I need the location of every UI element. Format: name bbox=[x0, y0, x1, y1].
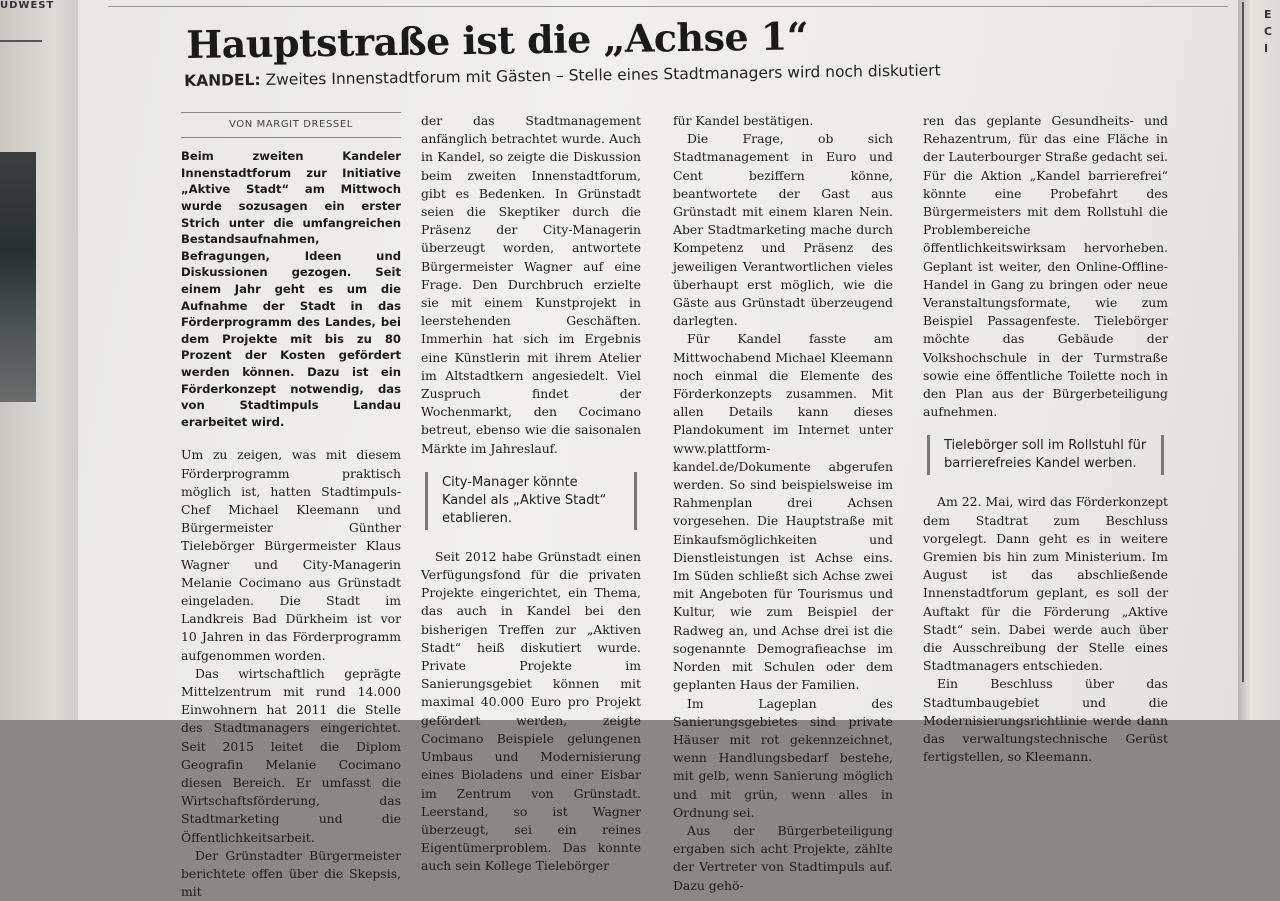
body-paragraph: Die Frage, ob sich Stadtmanagement in Euro und Cent beziffern könne, beantwortete der Gast aus Grünstadt mit einem klaren Nein. Aber Stadtmarketing mache durch Kompetenz und Präsenz des jeweiligen Verantwortlichen vieles überhaupt erst möglich, wie die Gäste aus Grünstadt überzeugend darlegten. bbox=[673, 131, 893, 329]
article-column-4 bbox=[923, 112, 1213, 765]
body-paragraph: Das wirtschaftlich geprägte Mittelzentrum mit rund 14.000 Einwohnern hat 2011 die Stelle des Stadtmanagers eingerichtet. Seit 2015 leitet die Diplom Geografin Melanie Cocimano diesen Bereich. Er umfasst die Wirtschaftsförderung, das Stadtmarketing und die Öffentlichkeitsarbeit. bbox=[181, 665, 401, 845]
body-paragraph: Um zu zeigen, was mit diesem Förderprogramm praktisch möglich ist, hatten Stadtimpuls-Chef Michael Kleemann und Bürgermeister Günther Tielebörger Bürgermeister Klaus Wagner und City-Managerin Melanie Cocimano aus Grünstadt eingeladen. Die Stadt im Landkreis Bad Dürkheim ist vor 10 Jahren in das Förderprogramm aufgenommen worden. bbox=[181, 447, 401, 663]
body-paragraph: Der Grünstadter Bürgermeister berichtete offen über die Skepsis, mit bbox=[181, 847, 401, 900]
body-paragraph: ren das geplante Gesundheits- und Rehazentrum, für das eine Fläche in der Lauterbourger Straße gedacht sei. Für die Aktion „Kandel barrierefrei“ könnte eine Probefahrt des Bürgermeisters mit dem Rollstuhl die Problembereiche öffentlichkeitswirksam hervorheben. Geplant ist weiter, den Online-Offline-Handel in Gang zu bringen oder neue Veranstaltungsformate, wie zum Beispiel Passagenfeste. Tielebörger möchte das Gebäude der Volkshochschule in der Turmstraße sowie eine öffentliche Toilette noch in den Plan aus der Bürgerbeteiligung aufnehmen. bbox=[923, 113, 1168, 420]
body-paragraph: Ein Beschluss über das Stadtumbaugebiet und die Modernisierungsrichtlinie werde dann das verwaltungstechnische Gerüst fertigstellen, so Kleemann. bbox=[923, 676, 1168, 765]
body-paragraph: Seit 2012 habe Grünstadt einen Verfügungsfond für die privaten Projekte eingerichtet, ein Thema, das auch in Kandel bei den bisherigen Treffen zur „Aktiven Stadt“ heiß diskutiert wurde. Private Projekte im Sanierungsgebiet können mit maximal 40.000 Euro pro Projekt gefördert werden, zeigte Cocimano Beispiele gelungenen Umbaus und Modernisierung eines Bioladens und einer Eisbar im Zentrum von Grünstadt. Leerstand, so ist Wagner überzeugt, sei ein reines Eigentümerproblem. Das konnte auch sein Kollege Tielebörger bbox=[421, 548, 641, 874]
adjacent-page-right bbox=[1238, 0, 1280, 720]
headline: Hauptstraße ist die „Achse 1“ bbox=[186, 13, 809, 67]
body-paragraph: der das Stadtmanagement anfänglich betrachtet wurde. Auch in Kandel, so zeigte die Diskussion beim zweiten Innenstadtforum, gibt es Bedenken. In Grünstadt seien die Skeptiker durch die Präsenz der City-Managerin überzeugt worden, antwortete Bürgermeister Wagner auf eine Frage. Den Durchbruch erzielte sie mit einem Kunstprojekt in leerstehenden Geschäften. Immerhin hat sich im Ergebnis eine Künstlerin mit ihrem Atelier im Altstadtkern angesiedelt. Viel Zuspruch findet der Wochenmarkt, den Cocimano betreut, ebenso wie die saisonalen Märkte im Jahreslauf. bbox=[421, 113, 641, 456]
article-column-3 bbox=[673, 112, 893, 893]
column-4-inner bbox=[923, 112, 1168, 767]
body-paragraph: Für Kandel fasste am Mittwochabend Michael Kleemann noch einmal die Elemente des Förderkonzepts zusammen. Mit allen Details kann dieses Plandokument im Internet unter www.plattform-kandel.de/Dokumente abgerufen werden. So sind beispielsweise im Rahmenplan drei Achsen vorgesehen. Die Hauptstraße mit Einkaufsmöglichkeiten und Dienstleistungen ist Achse eins. Im Süden schließt sich Achse zwei mit Angeboten für Tourismus und Kultur, wie zum Beispiel der Radweg an, und Achse drei ist die sogenannte Demografieachse im Norden mit Schulen oder dem geplanten Haus der Familien. bbox=[673, 331, 893, 693]
body-paragraph: Aus der Bürgerbeteiligung ergaben sich acht Projekte, zählte der Vertreter von Stadtimpuls auf. Dazu gehö- bbox=[673, 822, 893, 893]
body-paragraph: Am 22. Mai, wird das Förderkonzept dem Stadtrat zum Beschluss vorgelegt. Dann geht es in weitere Gremien bis hin zum Ministerium. Im August ist das abschließende Innenstadtforum geplant, es soll der Auftakt für die Förderung „Aktive Stadt“ sein. Dabei werde auch über die Ausschreibung der Stelle eines Stadtmanagers entschieden. bbox=[923, 494, 1168, 674]
adjacent-page-label: ÜDWEST bbox=[0, 0, 55, 11]
byline: VON MARGIT DRESSEL bbox=[181, 112, 401, 138]
adjacent-page-rule bbox=[0, 40, 42, 42]
pull-quote: City-Manager könnte Kandel als „Aktive Stadt“ etablieren. bbox=[425, 472, 637, 530]
newspaper-page bbox=[78, 0, 1238, 900]
adjacent-page-letters: E C I bbox=[1264, 8, 1273, 55]
pull-quote: Tielebörger soll im Rollstuhl für barrierefreies Kandel werben. bbox=[927, 435, 1164, 475]
adjacent-page-left bbox=[0, 0, 78, 720]
subheadline-text: Zweites Innenstadtforum mit Gästen – Stelle eines Stadtmanagers wird noch diskutiert bbox=[260, 61, 941, 89]
article-column-1 bbox=[181, 112, 401, 900]
top-rule bbox=[108, 6, 1228, 7]
article-column-2 bbox=[421, 112, 641, 874]
lead-paragraph: Beim zweiten Kandeler Innenstadtforum zur Initiative „Aktive Stadt“ am Mittwoch wurde sozusagen ein erster Strich unter die umfangreichen Bestandsaufnahmen, Befragungen, Ideen und Diskussionen gezogen. Seit einem Jahr geht es um die Aufnahme der Stadt in das Förderprogramm des Landes, bei dem Projekte mit bis zu 80 Prozent der Kosten gefördert werden können. Dazu ist ein Förderkonzept notwendig, das von Stadtimpuls Landau erarbeitet wird. bbox=[181, 149, 401, 429]
adjacent-page-rule bbox=[1242, 2, 1244, 682]
body-paragraph: Im Lageplan des Sanierungsgebietes sind private Häuser mit rot gekennzeichnet, wenn Handlungsbedarf bestehe, mit gelb, wenn Sanierung möglich und mit grün, wenn alles in Ordnung sei. bbox=[673, 695, 893, 820]
adjacent-page-photo bbox=[0, 152, 36, 402]
body-paragraph: für Kandel bestätigen. bbox=[673, 113, 814, 128]
subheadline bbox=[184, 61, 941, 90]
subheadline-kicker: KANDEL: bbox=[184, 70, 261, 90]
